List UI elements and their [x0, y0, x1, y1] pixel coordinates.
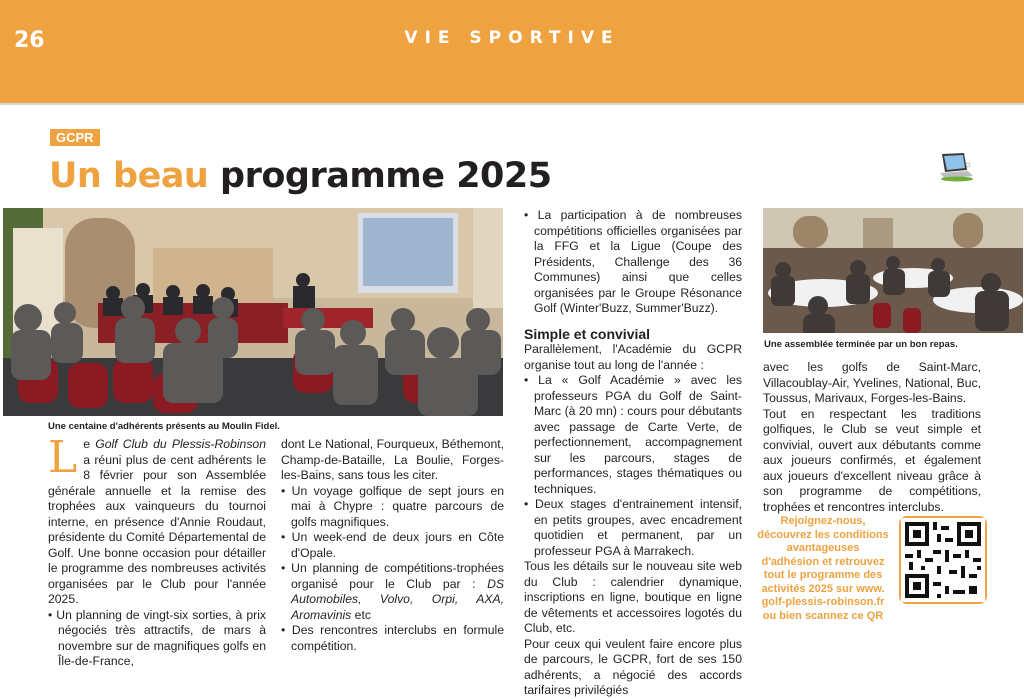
article-column-2 [281, 437, 504, 654]
article-tag: GCPR [50, 129, 100, 146]
bullet-outings: • Un planning de vingt-six sorties, à prix négociés très attractifs, de mars à novembre sur de magnifiques golfs en Île-de-France, [48, 607, 266, 668]
dinner-photo [763, 208, 1023, 333]
article-column-3 [524, 208, 742, 699]
website-paragraph: Tous les détails sur le nouveau site web du Club : calendrier dynamique, inscriptions en ligne, boutique en ligne de vêtements et accessoires logotés du Club, etc. [524, 559, 742, 635]
intro-paragraph [48, 432, 266, 608]
promo-line: découvrez les conditions [757, 528, 889, 541]
partner-golfs: avec les golfs de Saint-Marc, Villacoublay-Air, Yvelines, National, Buc, Toussus, Marivaux, Forges-les-Bains. [763, 360, 981, 405]
promo-line: ou bien scannez ce QR [762, 609, 884, 622]
bullet-official-competitions: • La participation à de nombreuses compétitions officielles organisées par la FFG et la Ligue (Coupe des Présidents, Challenge des 36 Communes) ainsi que celles organisées par le Groupe Résonance Golf (Winter'Buzz, Summer'Buzz). [524, 208, 742, 315]
header-divider [0, 103, 1024, 105]
promo-line: avantageuses [786, 542, 860, 554]
bullet-opale-weekend: • Un week-end de deux jours en Côte d'Opale. [281, 530, 504, 560]
intro-body: a réuni plus de cent adhérents le 8 février pour son Assemblée générale annuelle et la remise des trophées aux vainqueurs du tournoi interne, en présence d'Annie Roudaut, présidente du Comité Départemental de Golf. Une bonne occasion pour détailler le programme des nombreuses activités organisées par le Club pour l'année 2025. [48, 452, 266, 606]
competitions-etc: etc [351, 607, 371, 622]
sponsor-list: DS Automobiles, Volvo, Orpi, AXA, Aromavinis [291, 576, 504, 622]
promo-line: Rejoignez-nous, [780, 515, 866, 527]
qr-code[interactable] [899, 516, 987, 604]
section-title: VIE SPORTIVE [404, 28, 620, 48]
bullet-competitions [281, 561, 504, 623]
intro-pre: e [83, 437, 96, 451]
title-highlight: Un beau [49, 156, 209, 196]
promo-line: activités 2025 sur www. [761, 582, 885, 595]
article-column-1 [48, 432, 266, 670]
golf-laptop-icon [937, 152, 975, 182]
subheading: Simple et convivial [524, 325, 651, 342]
page-number: 26 [14, 28, 45, 53]
promo-line: tout le programme des [763, 569, 883, 581]
bullet-cyprus-trip: • Un voyage golfique de sept jours en mai à Chypre : quatre parcours de golfs magnifiques. [281, 483, 504, 529]
partners-paragraph: Pour ceux qui veulent faire encore plus de parcours, le GCPR, fort de ses 150 adhérents, a négocié des accords tarifaires privilégiés [524, 636, 742, 697]
article-title [49, 156, 552, 196]
article-column-4 [763, 360, 981, 515]
photo-caption-main: Une centaine d'adhérents présents au Moulin Fidel. [48, 421, 280, 432]
bullet-marrakech-stages: • Deux stages d'entrainement intensif, en petits groupes, avec encadrement quotidien et permanent, par un professeur PGA à Marrakech. [524, 497, 742, 558]
competitions-text: • Un planning de compétitions-trophées organisé pour le Club par : [281, 561, 504, 591]
bullet-interclubs: • Des rencontres interclubs en formule compétition. [281, 623, 504, 653]
promo-line: d'adhésion et retrouvez [761, 555, 885, 568]
assembly-photo [3, 208, 503, 416]
academy-intro: Parallèlement, l'Académie du GCPR organise tout au long de l'année : [524, 342, 742, 372]
bullet-golf-academy: • La « Golf Académie » avec les professeurs PGA du Golf de Saint-Marc (à 20 mn) : cours pour débutants avec passage de Carte Verte, de perfectionnement, accompagnement sur les parcours, stages de performances, stages thématiques ou techniques. [524, 373, 742, 496]
photo-caption-side: Une assemblée terminée par un bon repas. [764, 339, 958, 350]
website-url: golf-plessis-robinson.fr [761, 596, 885, 608]
club-name: Golf Club du Plessis-Robinson [95, 437, 266, 451]
header-band [0, 0, 1024, 103]
closing-paragraph: Tout en respectant les traditions golfiques, le Club se veut simple et convivial, ouvert aux débutants comme aux joueurs confirmés, et également aux joueurs d'excellent niveau grâce à son programme de compétitions, trophées et rencontres interclubs. [763, 406, 981, 514]
drop-cap: L [48, 432, 78, 483]
title-rest: programme 2025 [220, 156, 552, 196]
promo-box [754, 515, 892, 623]
bullet-outings-cont: dont Le National, Fourqueux, Béthemont, Champ-de-Bataille, La Boulie, Forges-les-Bains, sans tous les citer. [281, 437, 504, 482]
